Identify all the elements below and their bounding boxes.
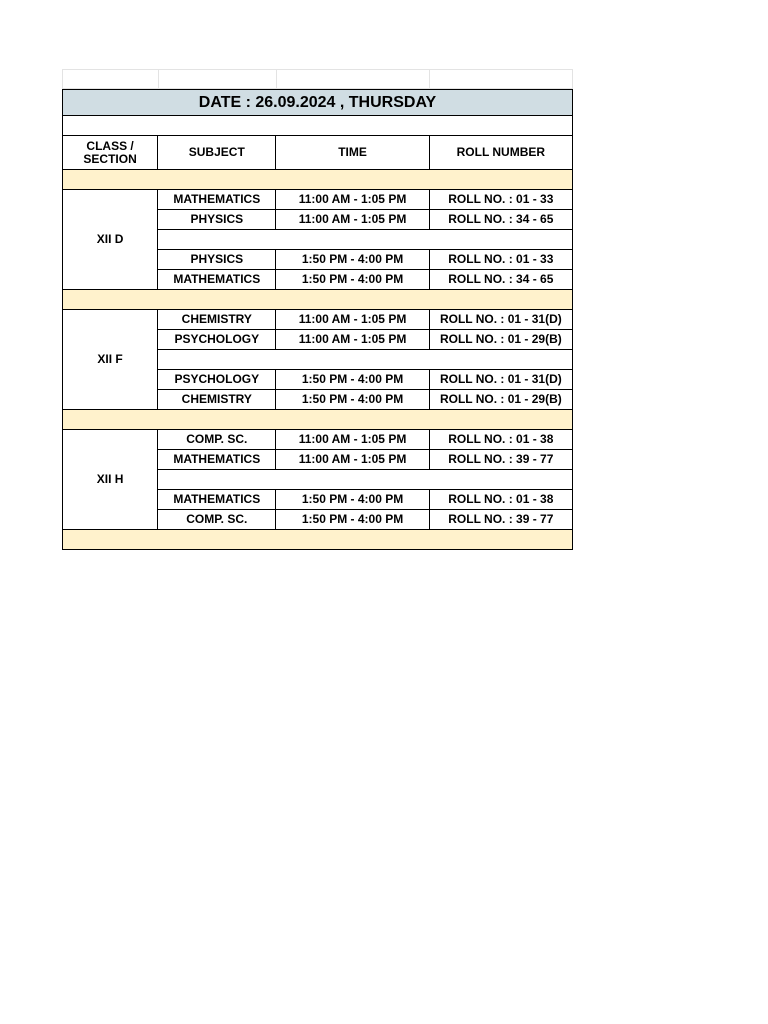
blank-row [63, 116, 573, 136]
roll-number-cell: ROLL NO. : 01 - 33 [429, 250, 572, 270]
roll-number-cell: ROLL NO. : 01 - 31(D) [429, 370, 572, 390]
subject-cell: COMP. SC. [158, 510, 276, 530]
empty-cell [429, 69, 573, 89]
time-cell: 11:00 AM - 1:05 PM [276, 210, 429, 230]
subject-cell: MATHEMATICS [158, 450, 276, 470]
subject-cell: MATHEMATICS [158, 270, 276, 290]
header-roll-number: ROLL NUMBER [429, 136, 572, 170]
subject-cell: CHEMISTRY [158, 390, 276, 410]
timetable-sheet [62, 69, 573, 550]
roll-number-cell: ROLL NO. : 01 - 33 [429, 190, 572, 210]
time-cell: 1:50 PM - 4:00 PM [276, 370, 429, 390]
roll-number-cell: ROLL NO. : 34 - 65 [429, 270, 572, 290]
roll-number-cell: ROLL NO. : 39 - 77 [429, 450, 572, 470]
time-cell: 11:00 AM - 1:05 PM [276, 310, 429, 330]
time-cell: 11:00 AM - 1:05 PM [276, 450, 429, 470]
roll-number-cell: ROLL NO. : 34 - 65 [429, 210, 572, 230]
separator-row [63, 530, 573, 550]
header-class-section: CLASS / SECTION [63, 136, 158, 170]
header-row [63, 136, 573, 170]
subject-cell: CHEMISTRY [158, 310, 276, 330]
subject-cell: PSYCHOLOGY [158, 330, 276, 350]
subject-cell: MATHEMATICS [158, 490, 276, 510]
time-cell: 1:50 PM - 4:00 PM [276, 250, 429, 270]
class-section-cell: XII H [63, 430, 158, 530]
separator-cell [63, 410, 573, 430]
break-cell [158, 350, 573, 370]
subject-cell: PHYSICS [158, 250, 276, 270]
roll-number-cell: ROLL NO. : 39 - 77 [429, 510, 572, 530]
time-cell: 11:00 AM - 1:05 PM [276, 330, 429, 350]
separator-row [63, 290, 573, 310]
empty-grid-row [62, 69, 573, 89]
empty-cell [276, 69, 429, 89]
time-cell: 1:50 PM - 4:00 PM [276, 390, 429, 410]
subject-cell: MATHEMATICS [158, 190, 276, 210]
time-cell: 1:50 PM - 4:00 PM [276, 270, 429, 290]
page-title: DATE : 26.09.2024 , THURSDAY [63, 90, 573, 116]
separator-cell [63, 170, 573, 190]
empty-cell [158, 69, 276, 89]
roll-number-cell: ROLL NO. : 01 - 38 [429, 490, 572, 510]
date-row [63, 90, 573, 116]
time-cell: 11:00 AM - 1:05 PM [276, 430, 429, 450]
class-section-cell: XII D [63, 190, 158, 290]
table-row [63, 310, 573, 330]
roll-number-cell: ROLL NO. : 01 - 38 [429, 430, 572, 450]
header-subject: SUBJECT [158, 136, 276, 170]
break-cell [158, 470, 573, 490]
subject-cell: COMP. SC. [158, 430, 276, 450]
separator-row [63, 170, 573, 190]
table-row [63, 430, 573, 450]
break-cell [158, 230, 573, 250]
separator-cell [63, 530, 573, 550]
exam-schedule-table [62, 89, 573, 550]
header-time: TIME [276, 136, 429, 170]
class-section-cell: XII F [63, 310, 158, 410]
roll-number-cell: ROLL NO. : 01 - 29(B) [429, 330, 572, 350]
roll-number-cell: ROLL NO. : 01 - 31(D) [429, 310, 572, 330]
roll-number-cell: ROLL NO. : 01 - 29(B) [429, 390, 572, 410]
time-cell: 11:00 AM - 1:05 PM [276, 190, 429, 210]
separator-row [63, 410, 573, 430]
separator-cell [63, 290, 573, 310]
time-cell: 1:50 PM - 4:00 PM [276, 490, 429, 510]
subject-cell: PSYCHOLOGY [158, 370, 276, 390]
empty-cell [62, 69, 158, 89]
time-cell: 1:50 PM - 4:00 PM [276, 510, 429, 530]
table-row [63, 190, 573, 210]
subject-cell: PHYSICS [158, 210, 276, 230]
